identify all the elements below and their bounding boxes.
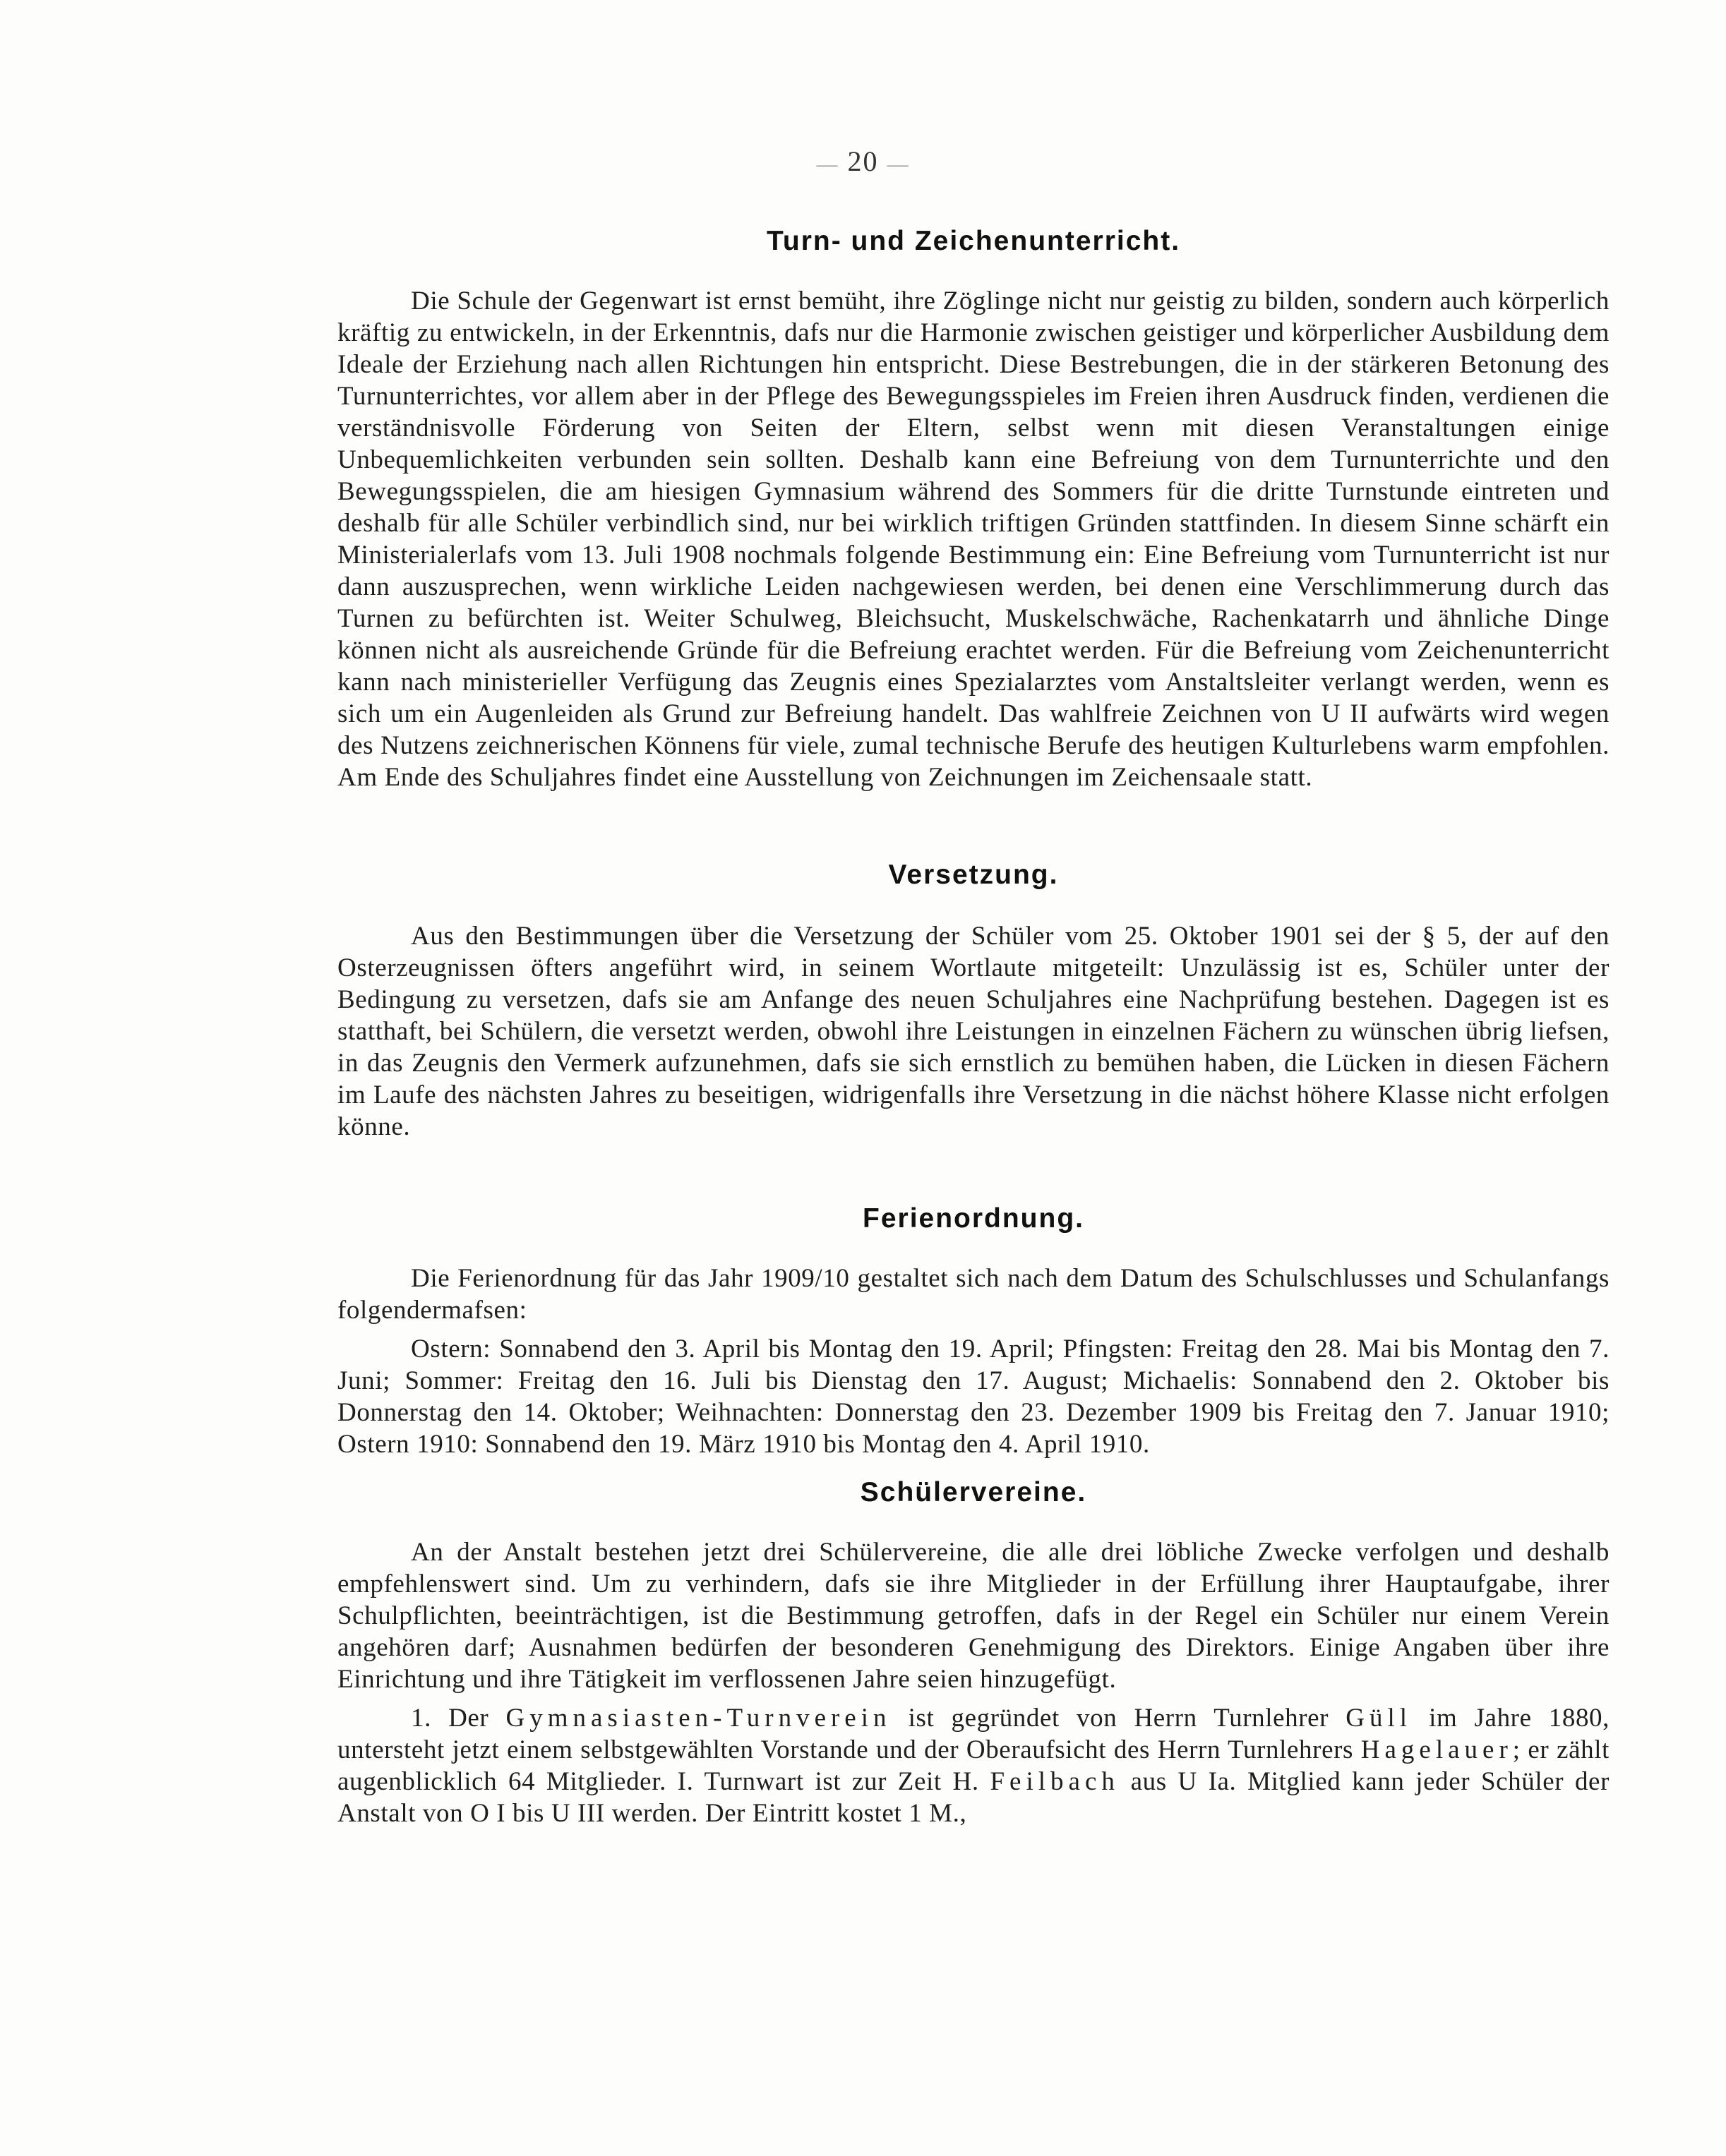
paragraph-ferienordnung-intro: Die Ferienordnung für das Jahr 1909/10 gestaltet sich nach dem Datum des Schulschlusses und Schulanfangs folgendermafsen: <box>337 1264 1610 1325</box>
page-number-dash-right: — <box>887 152 910 176</box>
paragraph-schuelervereine-intro: An der Anstalt bestehen jetzt drei Schülervereine, die alle drei löbliche Zwecke verfolgen und deshalb empfehlenswert sind. Um zu verhindern, dafs sie ihre Mitglieder in der Erfüllung ihrer Hauptaufgabe, ihrer Schulpflichten, beeinträchtigen, ist die Bestimmung getroffen, dafs in der Regel ein Schüler nur einem Verein angehören darf; Ausnahmen bedürfen der besonderen Genehmigung des Direktors. Einige Angaben über ihre Einrichtung und ihre Tätigkeit im verflossenen Jahre seien hinzugefügt. <box>337 1538 1610 1694</box>
oberaufsicht-name: Hagelauer <box>1360 1735 1513 1764</box>
section-heading-schuelervereine: Schülervereine. <box>860 1477 1087 1507</box>
section-heading-ferienordnung: Ferienordnung. <box>863 1203 1084 1234</box>
turnverein-name: Gymnasiasten-Turnverein <box>505 1704 892 1733</box>
page-number-value: 20 <box>847 145 879 177</box>
page-number-dash-left: — <box>816 152 839 176</box>
page-body <box>337 212 1610 1829</box>
paragraph-turnunterricht: Die Schule der Gegenwart ist ernst bemüht, ihre Zöglinge nicht nur geistig zu bilden, sondern auch körperlich kräftig zu entwickeln, in der Erkenntnis, dafs nur die Harmonie zwischen geistiger und körperlicher Ausbildung dem Ideale der Erziehung nach allen Richtungen hin entspricht. Diese Bestrebungen, die in der stärkeren Betonung des Turnunterrichtes, vor allem aber in der Pflege des Bewegungsspieles im Freien ihren Ausdruck finden, verdienen die verständnisvolle Förderung von Seiten der Eltern, selbst wenn mit diesen Veranstaltungen einige Unbequemlichkeiten verbunden sein sollten. Deshalb kann eine Befreiung von dem Turnunterrichte und den Bewegungsspielen, die am hiesigen Gymnasium während des Sommers für die dritte Turnstunde eintreten und deshalb für alle Schüler verbindlich sind, nur bei wirklich triftigen Gründen stattfinden. In diesem Sinne schärft ein Ministerialerlafs vom 13. Juli 1908 nochmals folgende Bestimmung ein: Eine Befreiung vom Turnunterricht ist nur dann auszusprechen, wenn wirkliche Leiden nachgewiesen werden, bei denen eine Verschlimmerung durch das Turnen zu befürchten ist. Weiter Schulweg, Bleichsucht, Muskelschwäche, Rachenkatarrh und ähnliche Dinge können nicht als ausreichende Gründe für die Befreiung erachtet werden. Für die Befreiung vom Zeichenunterricht kann nach ministerieller Verfügung das Zeugnis eines Spezialarztes vom Anstaltsleiter verlangt werden, wenn es sich um ein Augenleiden als Grund zur Befreiung handelt. Das wahlfreie Zeichnen von U II aufwärts wird wegen des Nutzens zeichnerischen Könnens für viele, zumal technische Berufe des heutigen Kulturlebens warm empfohlen. Am Ende des Schuljahres findet eine Ausstellung von Zeichnungen im Zeichensaale statt. <box>337 287 1610 792</box>
page-number <box>0 145 1726 178</box>
turnwart-name: Feilbach <box>990 1767 1120 1796</box>
paragraph-versetzung: Aus den Bestimmungen über die Versetzung der Schüler vom 25. Oktober 1901 sei der § 5, der auf den Osterzeugnissen öfters angeführt wird, in seinem Wortlaute mitgeteilt: Unzulässig ist es, Schüler unter der Bedingung zu versetzen, dafs sie am Anfange des neuen Schuljahres eine Nachprüfung bestehen. Dagegen ist es statthaft, bei Schülern, die versetzt werden, obwohl ihre Leistungen in einzelnen Fächern zu wünschen übrig liefsen, in das Zeugnis den Vermerk aufzunehmen, dafs sie sich ernstlich zu bemühen haben, die Lücken in diesen Fächern im Laufe des nächsten Jahres zu beseitigen, widrigenfalls ihre Versetzung in die nächst höhere Klasse nicht erfolgen könne. <box>337 922 1610 1141</box>
turnverein-text-a: ist gegründet von Herrn Turnlehrer <box>908 1704 1329 1733</box>
paragraph-turnverein <box>337 1702 1610 1829</box>
paragraph-ferienordnung-dates: Ostern: Sonnabend den 3. April bis Montag den 19. April; Pfingsten: Freitag den 28. Mai bis Montag den 7. Juni; Sommer: Freitag den 16. Juli bis Dienstag den 17. August; Michaelis: Sonnabend den 2. Oktober bis Donnerstag den 14. Oktober; Weihnachten: Donnerstag den 23. Dezember 1909 bis Freitag den 7. Januar 1910; Ostern 1910: Sonnabend den 19. März 1910 bis Montag den 4. April 1910. <box>337 1335 1610 1459</box>
turnlehrer-name: Güll <box>1346 1704 1413 1733</box>
section-heading-turnunterricht: Turn- und Zeichenunterricht. <box>766 226 1181 256</box>
turnverein-text-b: im Jahre 1880, untersteht jetzt einem selbstgewählten Vorstande und der Oberaufsicht des Herrn Turnlehrers <box>337 1704 1610 1764</box>
turnverein-lead: 1. Der <box>411 1704 489 1733</box>
turnverein-text-d: aus U Ia. Mitglied kann jeder Schüler der Anstalt von O I bis U III werden. Der Eintritt kostet 1 M., <box>337 1767 1610 1828</box>
turnverein-text-c: ; er zählt augenblicklich 64 Mitglieder. I. Turnwart ist zur Zeit H. <box>337 1735 1610 1796</box>
section-heading-versetzung: Versetzung. <box>888 860 1059 890</box>
